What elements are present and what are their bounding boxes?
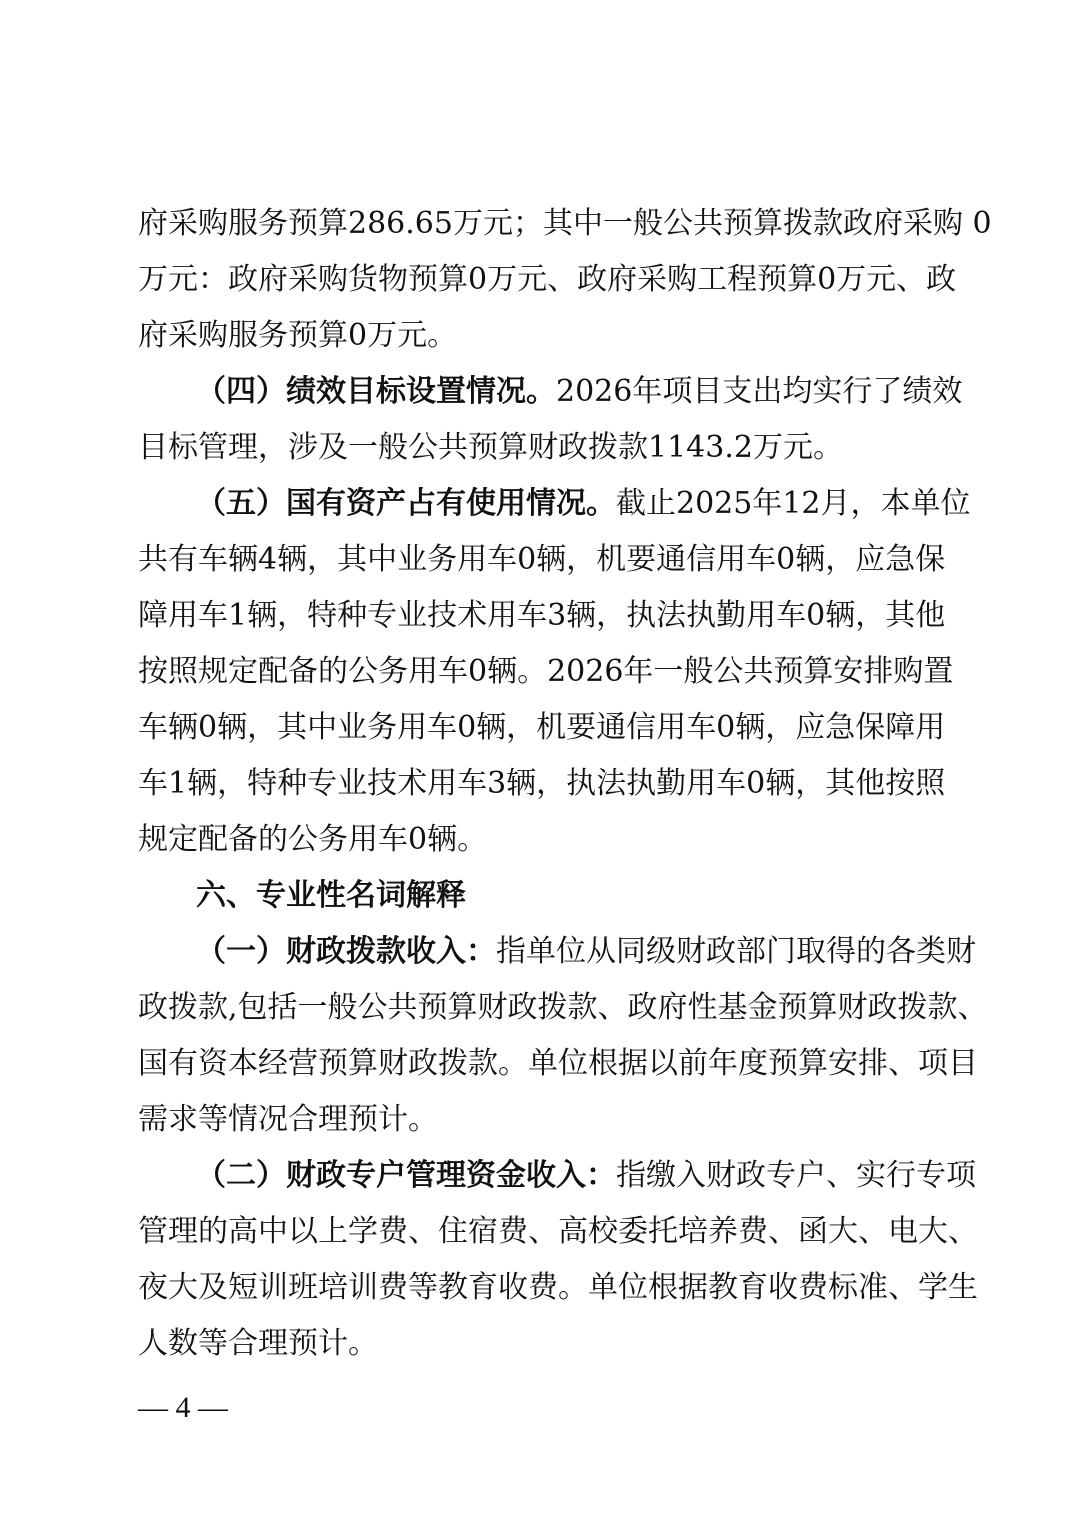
paragraph-line: 人数等合理预计。 xyxy=(138,1326,378,1361)
paragraph-line: 政拨款,包括一般公共预算财政拨款、政府性基金预算财政拨款、 xyxy=(138,990,988,1025)
paragraph-first-line xyxy=(138,924,976,980)
paragraph-line: 夜大及短训班培训费等教育收费。单位根据教育收费标准、学生 xyxy=(138,1270,978,1305)
paragraph-lead: （一）财政拨款收入： xyxy=(196,934,496,969)
paragraph-lead: （四）绩效目标设置情况。 xyxy=(196,374,556,409)
paragraph-text: 指缴入财政专户、实行专项 xyxy=(616,1158,976,1193)
paragraph-first-line xyxy=(138,476,971,532)
paragraph-lead: （五）国有资产占有使用情况。 xyxy=(196,486,616,521)
paragraph-line: 管理的高中以上学费、住宿费、高校委托培养费、函大、电大、 xyxy=(138,1214,978,1249)
section-heading: 六、专业性名词解释 xyxy=(196,878,466,913)
paragraph-line: 共有车辆4辆，其中业务用车0辆，机要通信用车0辆，应急保 xyxy=(138,542,946,577)
paragraph-line: 万元：政府采购货物预算0万元、政府采购工程预算0万元、政 xyxy=(138,262,957,297)
paragraph-line: 目标管理，涉及一般公共预算财政拨款1143.2万元。 xyxy=(138,430,843,465)
paragraph-line: 车1辆，特种专业技术用车3辆，执法执勤用车0辆，其他按照 xyxy=(138,766,946,801)
paragraph-line: 车辆0辆，其中业务用车0辆，机要通信用车0辆，应急保障用 xyxy=(138,710,946,745)
paragraph-text: 2026年项目支出均实行了绩效 xyxy=(556,374,963,409)
paragraph-line: 国有资本经营预算财政拨款。单位根据以前年度预算安排、项目 xyxy=(138,1046,978,1081)
paragraph-text: 截止2025年12月，本单位 xyxy=(616,486,971,521)
paragraph-text: 指单位从同级财政部门取得的各类财 xyxy=(496,934,976,969)
paragraph-first-line xyxy=(138,364,963,420)
document-body xyxy=(138,196,992,1372)
paragraph-line: 规定配备的公务用车0辆。 xyxy=(138,822,488,857)
paragraph-line: 障用车1辆，特种专业技术用车3辆，执法执勤用车0辆，其他 xyxy=(138,598,946,633)
paragraph-line: 府采购服务预算286.65万元；其中一般公共预算拨款政府采购 0 xyxy=(138,206,992,241)
paragraph-lead: （二）财政专户管理资金收入： xyxy=(196,1158,616,1193)
paragraph-line: 按照规定配备的公务用车0辆。2026年一般公共预算安排购置 xyxy=(138,654,954,689)
page-number: — 4 — xyxy=(138,1391,228,1424)
paragraph-line: 府采购服务预算0万元。 xyxy=(138,318,458,353)
paragraph-line: 需求等情况合理预计。 xyxy=(138,1102,438,1137)
paragraph-first-line xyxy=(138,1148,976,1204)
